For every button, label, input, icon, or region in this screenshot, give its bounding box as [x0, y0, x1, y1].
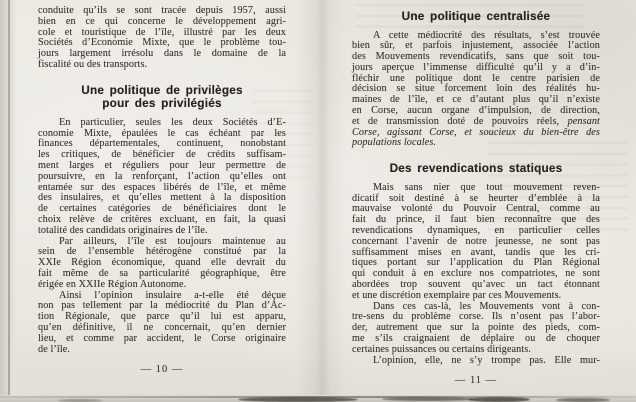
section-heading: [352, 162, 600, 176]
text-line: der, autrement que sur la pointe des pieds, com-: [352, 322, 600, 334]
book-gutter-shadow: [296, 0, 348, 402]
body-text: et de transmission doté de pouvoirs réels,: [352, 115, 568, 127]
paragraph: [38, 6, 286, 71]
text-line: les critiques, de bénéficier de crédits suffisam-: [38, 149, 286, 161]
heading-line: pour des privilégiés: [102, 96, 222, 111]
text-line: Sociétés d’Economie Mixte, que le problème tou-: [38, 37, 286, 49]
text-line: bien sûr, et parfois injustement, associée l’action: [352, 40, 600, 52]
text-line: qu’en définitive, il ne concernait, qu’en dernier: [38, 321, 286, 333]
text-line: lieu, et comme par accident, le Corse originaire: [38, 332, 286, 344]
paragraph: [352, 31, 600, 150]
text-line: me s’ils craignaient de déplaire ou de choquer: [352, 332, 600, 344]
text-line: XXIe Région économique, quand elle devrait du: [38, 257, 286, 269]
text-line: fait même de sa particularité géographique, être: [38, 267, 286, 279]
paragraph: [38, 118, 286, 237]
text-line: En particulier, seules les deux Sociétés d’E-: [59, 116, 286, 128]
text-line: fléchir une politique dont le centre parisien de: [352, 72, 600, 84]
text-line: abordées trop souvent qu’avec un tact étonnant: [352, 278, 600, 290]
text-line: et une discrétion exemplaire par ces Mouvements.: [352, 289, 562, 301]
text-line: tre-sens du problème corse. Ils n’osent pas l’abor-: [352, 311, 600, 323]
edge-smudge: [556, 398, 610, 402]
text-line: Mais sans nier que tout mouvement reven-: [373, 181, 600, 193]
paragraph: [352, 356, 600, 367]
text-line: cole et touristique de l’île, illustré par les deux: [38, 26, 286, 38]
text-line: dicatif soit destiné à se heurter d’emblée à la: [352, 192, 600, 204]
text-line: bien en ce qui concerne le développement agri-: [38, 15, 286, 27]
text-line: maines de l’île, et ce d’autant plus qu’il n’existe: [352, 94, 600, 106]
text-line: poursuivre, en la renforçant, l’action qu’elles ont: [38, 170, 286, 182]
text-line: de certaines catégories de bénéficiaires dont le: [38, 203, 286, 215]
heading-line: Une politique centralisée: [401, 9, 551, 23]
paragraph: [352, 302, 600, 356]
text-line: des Mouvements revendicatifs, sans que soit tou-: [352, 51, 600, 63]
right-page: [352, 0, 600, 386]
text-line: totalité des candidats originaires de l’île.: [38, 224, 208, 236]
text-line: tiques portant sur l’application du Plan Régional: [352, 257, 600, 269]
text-line: finances départementales, continuent, nonobstant: [38, 138, 286, 150]
text-line: érigée en XXIIe Région Autonome.: [38, 278, 187, 290]
section-heading: [352, 10, 600, 24]
text-line: décision se situe forcement loin des réalités hu-: [352, 83, 600, 95]
text-line: revendications dynamiques, en particulier celles: [352, 224, 600, 236]
text-line: suffisamment mises en avant, tandis que les cri-: [352, 246, 600, 258]
text-line: A cette médiocrité des résultats, s’est trouvée: [373, 29, 600, 41]
paragraph: [38, 291, 286, 356]
edge-smudge: [382, 397, 474, 401]
text-line: fiscalité ou des transports.: [38, 58, 148, 70]
heading-line: Des revendications statiques: [389, 161, 563, 176]
text-line: qui conduit à en exclure nos compatriotes, ne sont: [352, 268, 600, 280]
page-edge-line: [8, 0, 10, 402]
text-line: Dans ces cas-là, les Mouvements vont à con-: [373, 300, 600, 312]
italic-text: pensant: [567, 115, 600, 127]
section-heading: [38, 84, 286, 111]
text-line: concernant l’avenir de notre jeunesse, ne sont pas: [352, 235, 600, 247]
text-line: certaines puissances ou certains dirigeants.: [352, 343, 531, 355]
text-line: conduite qu’ils se sont tracée depuis 1957, aussi: [38, 5, 286, 16]
edge-smudge: [238, 397, 358, 402]
text-line: conomie Mixte, épaulées le cas échéant par les: [38, 127, 286, 139]
heading-line: Une politique de privilèges: [81, 82, 243, 97]
text-line: ment larges et réguliers pour leur permettre de: [38, 159, 286, 171]
text-line: tion Régionale, que parce qu’il lui est apparu,: [38, 311, 286, 323]
text-line: jours largement irrésolu dans le domaine de la: [38, 48, 286, 60]
text-line: jours aperçue l’immense difficulté qu’il y a d’in-: [352, 61, 600, 73]
italic-text: Corse, agissant Corse, et soucieux du bien-être des: [352, 126, 600, 138]
paragraph: [38, 237, 286, 291]
italic-text: populations locales.: [352, 137, 437, 149]
page-number: — 11 —: [454, 375, 498, 387]
edge-smudge: [468, 397, 530, 402]
text-line: Par ailleurs, l’île est toujours maintenue au: [59, 235, 286, 247]
text-line: choix relève de critères excluant, en fait, la quasi: [38, 213, 286, 225]
text-line: des insulaires, et qu’elles mettent à la disposition: [38, 192, 286, 204]
text-line: Ainsi l’opinion insulaire a-t-elle été déçue: [59, 289, 286, 301]
text-line: [352, 138, 600, 149]
text-line: sein de l’ensemble hétérogène constitué par la: [38, 246, 286, 258]
text-line: entamée sur des espaces libérés de l’île, et même: [38, 181, 286, 193]
paragraph: [352, 183, 600, 302]
left-page: [38, 6, 286, 375]
page-number: — 10 —: [140, 364, 184, 376]
text-line: mauvaise volonté du Pouvoir Central, comme au: [352, 203, 600, 215]
text-line: L’opinion, elle, ne s’y trompe pas. Elle mur-: [373, 354, 600, 366]
text-line: de l’île.: [38, 343, 71, 355]
text-line: non pas tellement par la médiocrité du Plan d’Ac-: [38, 300, 286, 312]
text-line: fait du prince, il faut bien reconnaître que des: [352, 214, 600, 226]
text-line: en Corse, aucun organe d’impulsion, de direction,: [352, 105, 600, 117]
